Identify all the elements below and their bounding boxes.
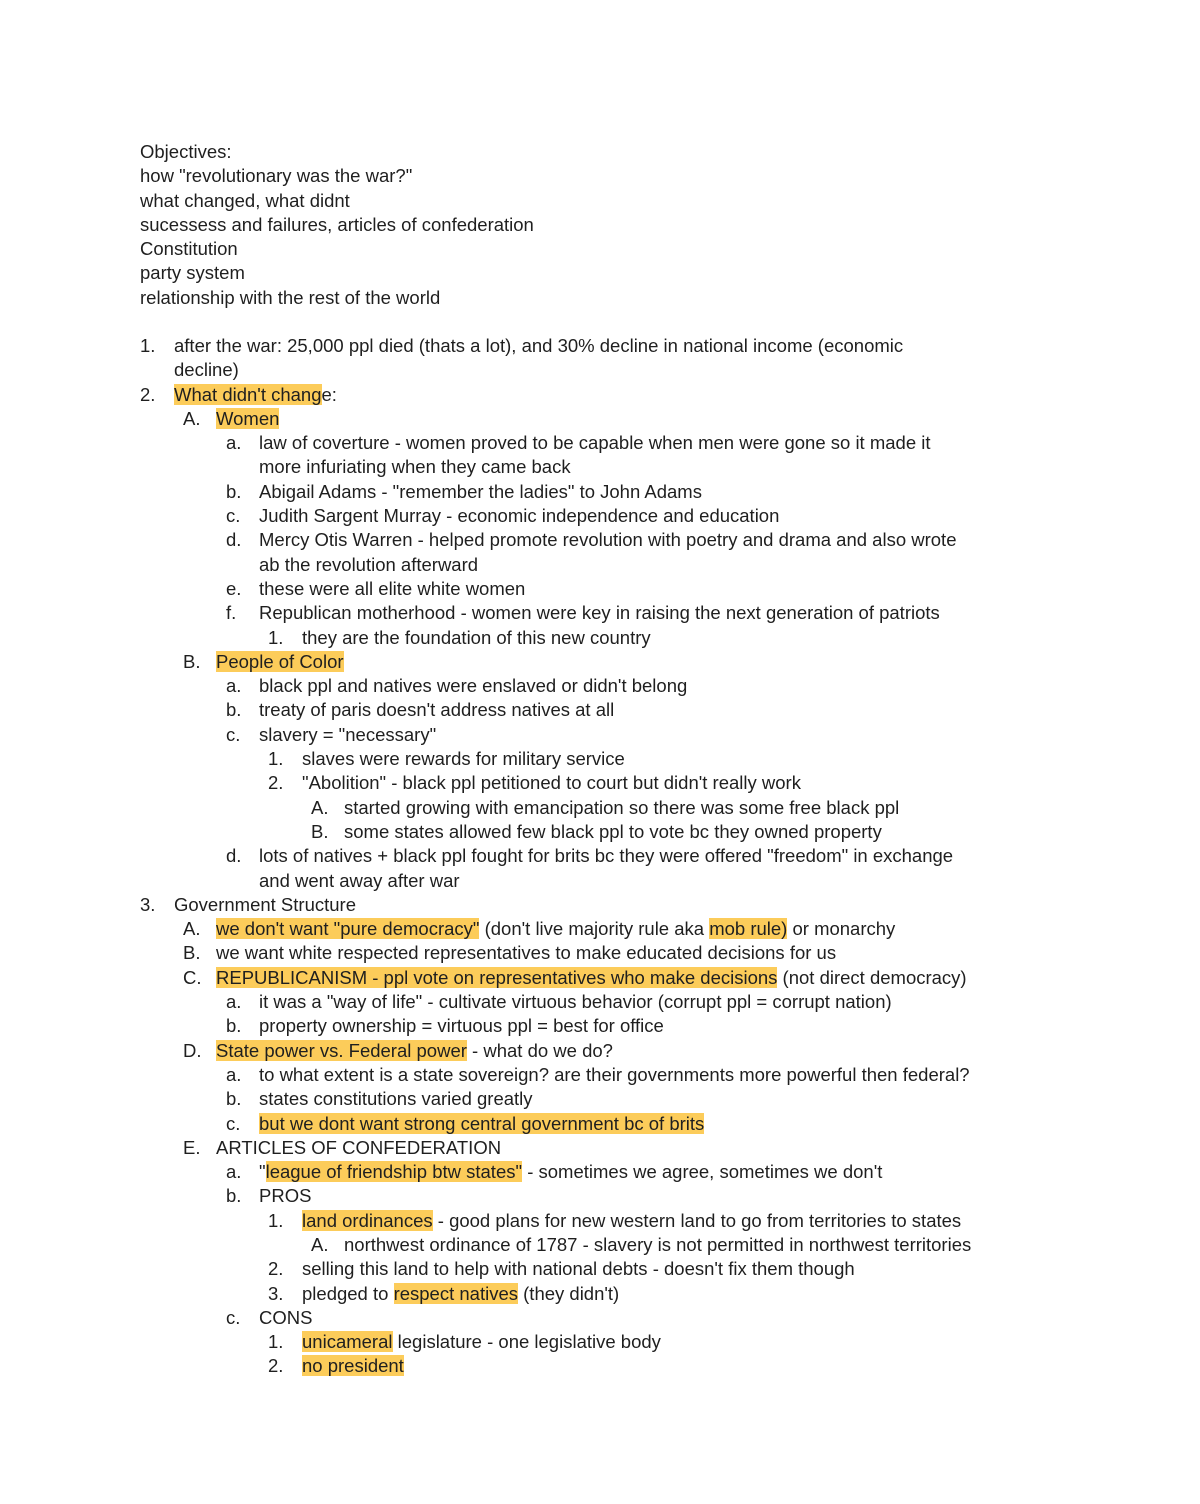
list-item-continuation: [0, 358, 1200, 382]
list-marker: A.: [311, 796, 329, 818]
list-text: states constitutions varied greatly: [259, 1088, 533, 1110]
list-text: [216, 1039, 613, 1063]
list-item: [0, 990, 1200, 1014]
list-item: [0, 844, 1200, 868]
list-text: more infuriating when they came back: [259, 456, 571, 478]
list-marker: 1.: [268, 1209, 284, 1231]
list-text: [216, 650, 344, 674]
plain-text: pledged to: [302, 1282, 394, 1304]
list-marker: c.: [226, 1306, 241, 1328]
objectives-heading: Objectives:: [140, 141, 232, 162]
list-item-continuation: [0, 553, 1200, 577]
list-text: started growing with emancipation so there was some free black ppl: [344, 796, 900, 818]
list-item: [0, 601, 1200, 625]
list-marker: c.: [226, 1112, 241, 1134]
list-item: [0, 1039, 1200, 1063]
list-marker: 1.: [268, 626, 284, 648]
list-text: it was a "way of life" - cultivate virtuous behavior (corrupt ppl = corrupt nation): [259, 991, 892, 1013]
list-item-continuation: [0, 869, 1200, 893]
plain-text: or monarchy: [787, 918, 896, 940]
list-marker: 2.: [268, 1258, 284, 1280]
list-text: [259, 1112, 704, 1136]
list-item: [0, 504, 1200, 528]
list-text: [302, 1209, 961, 1233]
list-text: [174, 383, 337, 407]
list-item: [0, 431, 1200, 455]
objective-item: sucessess and failures, articles of confederation: [140, 213, 534, 235]
list-marker: b.: [226, 1185, 242, 1207]
list-marker: A.: [183, 918, 201, 940]
list-text: CONS: [259, 1306, 313, 1328]
list-marker: C.: [183, 966, 202, 988]
list-text: Abigail Adams - "remember the ladies" to John Adams: [259, 480, 702, 502]
list-text: [216, 407, 279, 431]
list-item: [0, 1014, 1200, 1038]
list-marker: 2.: [140, 383, 156, 405]
list-text: slaves were rewards for military service: [302, 748, 625, 770]
list-text: "Abolition" - black ppl petitioned to court but didn't really work: [302, 772, 801, 794]
list-item: [0, 1306, 1200, 1330]
list-text: northwest ordinance of 1787 - slavery is not permitted in northwest territories: [344, 1233, 972, 1255]
list-marker: 3.: [268, 1282, 284, 1304]
list-item: [0, 698, 1200, 722]
list-text: these were all elite white women: [259, 577, 526, 599]
list-item: [0, 674, 1200, 698]
list-marker: d.: [226, 529, 242, 551]
highlighted-text: mob rule): [709, 918, 788, 940]
highlighted-text: respect natives: [393, 1282, 518, 1304]
list-marker: 2.: [268, 1355, 284, 1377]
highlighted-text: land ordinances: [302, 1209, 433, 1231]
list-item: [0, 771, 1200, 795]
list-text: to what extent is a state sovereign? are their governments more powerful then federal?: [259, 1063, 970, 1085]
list-item: [0, 1112, 1200, 1136]
highlighted-text: we don't want "pure democracy": [216, 918, 480, 940]
list-marker: a.: [226, 675, 242, 697]
list-marker: c.: [226, 723, 241, 745]
list-item: [0, 796, 1200, 820]
objective-item: Constitution: [140, 238, 238, 260]
list-marker: 1.: [268, 748, 284, 770]
list-item: [0, 1354, 1200, 1378]
list-marker: E.: [183, 1136, 201, 1158]
list-text: [302, 1330, 661, 1354]
list-marker: B.: [183, 650, 201, 672]
list-marker: A.: [183, 407, 201, 429]
list-marker: a.: [226, 432, 242, 454]
list-item: [0, 941, 1200, 965]
list-text: selling this land to help with national debts - doesn't fix them though: [302, 1258, 855, 1280]
list-item: [0, 966, 1200, 990]
list-item: [0, 1063, 1200, 1087]
list-item-continuation: [0, 455, 1200, 479]
list-marker: B.: [311, 820, 329, 842]
list-marker: 2.: [268, 772, 284, 794]
list-marker: 3.: [140, 893, 156, 915]
list-marker: B.: [183, 942, 201, 964]
list-text: law of coverture - women proved to be capable when men were gone so it made it: [259, 432, 931, 454]
list-marker: b.: [226, 480, 242, 502]
highlighted-text: but we dont want strong central government bc of brits: [259, 1112, 705, 1134]
list-item: [0, 1209, 1200, 1233]
list-text: PROS: [259, 1185, 312, 1207]
plain-text: (don't live majority rule aka: [479, 918, 710, 940]
list-marker: b.: [226, 1015, 242, 1037]
list-item: [0, 1184, 1200, 1208]
list-text: treaty of paris doesn't address natives at all: [259, 699, 615, 721]
list-item: [0, 1330, 1200, 1354]
list-item: [0, 626, 1200, 650]
list-item: [0, 820, 1200, 844]
notes-outline: [0, 334, 1200, 1379]
list-text: [216, 917, 895, 941]
list-item: [0, 528, 1200, 552]
list-marker: 1.: [140, 335, 156, 356]
list-item: [0, 383, 1200, 407]
list-text: after the war: 25,000 ppl died (thats a lot), and 30% decline in national income (economic: [174, 335, 904, 356]
objectives-block: [140, 140, 534, 310]
list-text: we want white respected representatives to make educated decisions for us: [216, 942, 837, 964]
list-item: [0, 577, 1200, 601]
list-marker: d.: [226, 845, 242, 867]
list-item: [0, 407, 1200, 431]
highlighted-text: no president: [302, 1355, 404, 1377]
list-text: property ownership = virtuous ppl = best for office: [259, 1015, 664, 1037]
highlighted-text: Women: [216, 407, 280, 429]
list-text: ARTICLES OF CONFEDERATION: [216, 1136, 502, 1158]
list-marker: 1.: [268, 1331, 284, 1353]
list-marker: b.: [226, 699, 242, 721]
list-text: Judith Sargent Murray - economic independence and education: [259, 505, 780, 527]
objective-item: party system: [140, 262, 245, 284]
plain-text: - what do we do?: [466, 1039, 613, 1061]
list-item: [0, 1282, 1200, 1306]
highlighted-text: unicameral: [302, 1331, 393, 1353]
objective-item: what changed, what didnt: [140, 189, 350, 211]
list-item: [0, 893, 1200, 917]
list-marker: a.: [226, 1063, 242, 1085]
list-item: [0, 1233, 1200, 1257]
list-text: lots of natives + black ppl fought for brits bc they were offered "freedom" in exchange: [259, 845, 954, 867]
list-marker: a.: [226, 1161, 242, 1183]
list-text: Mercy Otis Warren - helped promote revolution with poetry and drama and also wrote: [259, 529, 957, 551]
highlighted-text: league of friendship btw states": [265, 1161, 523, 1183]
plain-text: (they didn't): [518, 1282, 620, 1304]
list-text: [259, 1160, 882, 1184]
list-marker: A.: [311, 1233, 329, 1255]
list-item: [0, 1087, 1200, 1111]
highlighted-text: People of Color: [216, 650, 344, 672]
list-marker: c.: [226, 505, 241, 527]
list-item: [0, 650, 1200, 674]
list-text: decline): [174, 359, 239, 381]
list-marker: e.: [226, 577, 242, 599]
plain-text: e:: [321, 383, 337, 405]
plain-text: legislature - one legislative body: [392, 1331, 661, 1353]
list-marker: f.: [226, 602, 237, 624]
objective-item: relationship with the rest of the world: [140, 286, 441, 308]
highlighted-text: What didn't chang: [174, 383, 322, 405]
list-text: they are the foundation of this new country: [302, 626, 651, 648]
list-text: Republican motherhood - women were key in raising the next generation of patriots: [259, 602, 940, 624]
plain-text: - sometimes we agree, sometimes we don't: [522, 1161, 883, 1183]
list-text: [302, 1282, 619, 1306]
list-item: [0, 723, 1200, 747]
list-item: [0, 1257, 1200, 1281]
highlighted-text: State power vs. Federal power: [216, 1039, 467, 1061]
list-marker: b.: [226, 1088, 242, 1110]
list-text: black ppl and natives were enslaved or didn't belong: [259, 675, 688, 697]
list-marker: D.: [183, 1039, 202, 1061]
plain-text: ": [259, 1161, 266, 1183]
list-text: slavery = "necessary": [259, 723, 437, 745]
list-item: [0, 480, 1200, 504]
list-marker: a.: [226, 991, 242, 1013]
list-item: [0, 747, 1200, 771]
list-text: [302, 1354, 404, 1378]
list-item: [0, 1160, 1200, 1184]
list-item: [0, 1136, 1200, 1160]
list-text: ab the revolution afterward: [259, 553, 479, 575]
list-item: [0, 917, 1200, 941]
highlighted-text: REPUBLICANISM - ppl vote on representatives who make decisions: [216, 966, 778, 988]
plain-text: (not direct democracy): [777, 966, 967, 988]
list-item: [0, 334, 1200, 358]
list-text: Government Structure: [174, 893, 356, 915]
list-text: [216, 966, 967, 990]
list-text: and went away after war: [259, 869, 460, 891]
objective-item: how "revolutionary was the war?": [140, 165, 413, 187]
plain-text: - good plans for new western land to go from territories to states: [432, 1209, 962, 1231]
list-text: some states allowed few black ppl to vote bc they owned property: [344, 820, 882, 842]
